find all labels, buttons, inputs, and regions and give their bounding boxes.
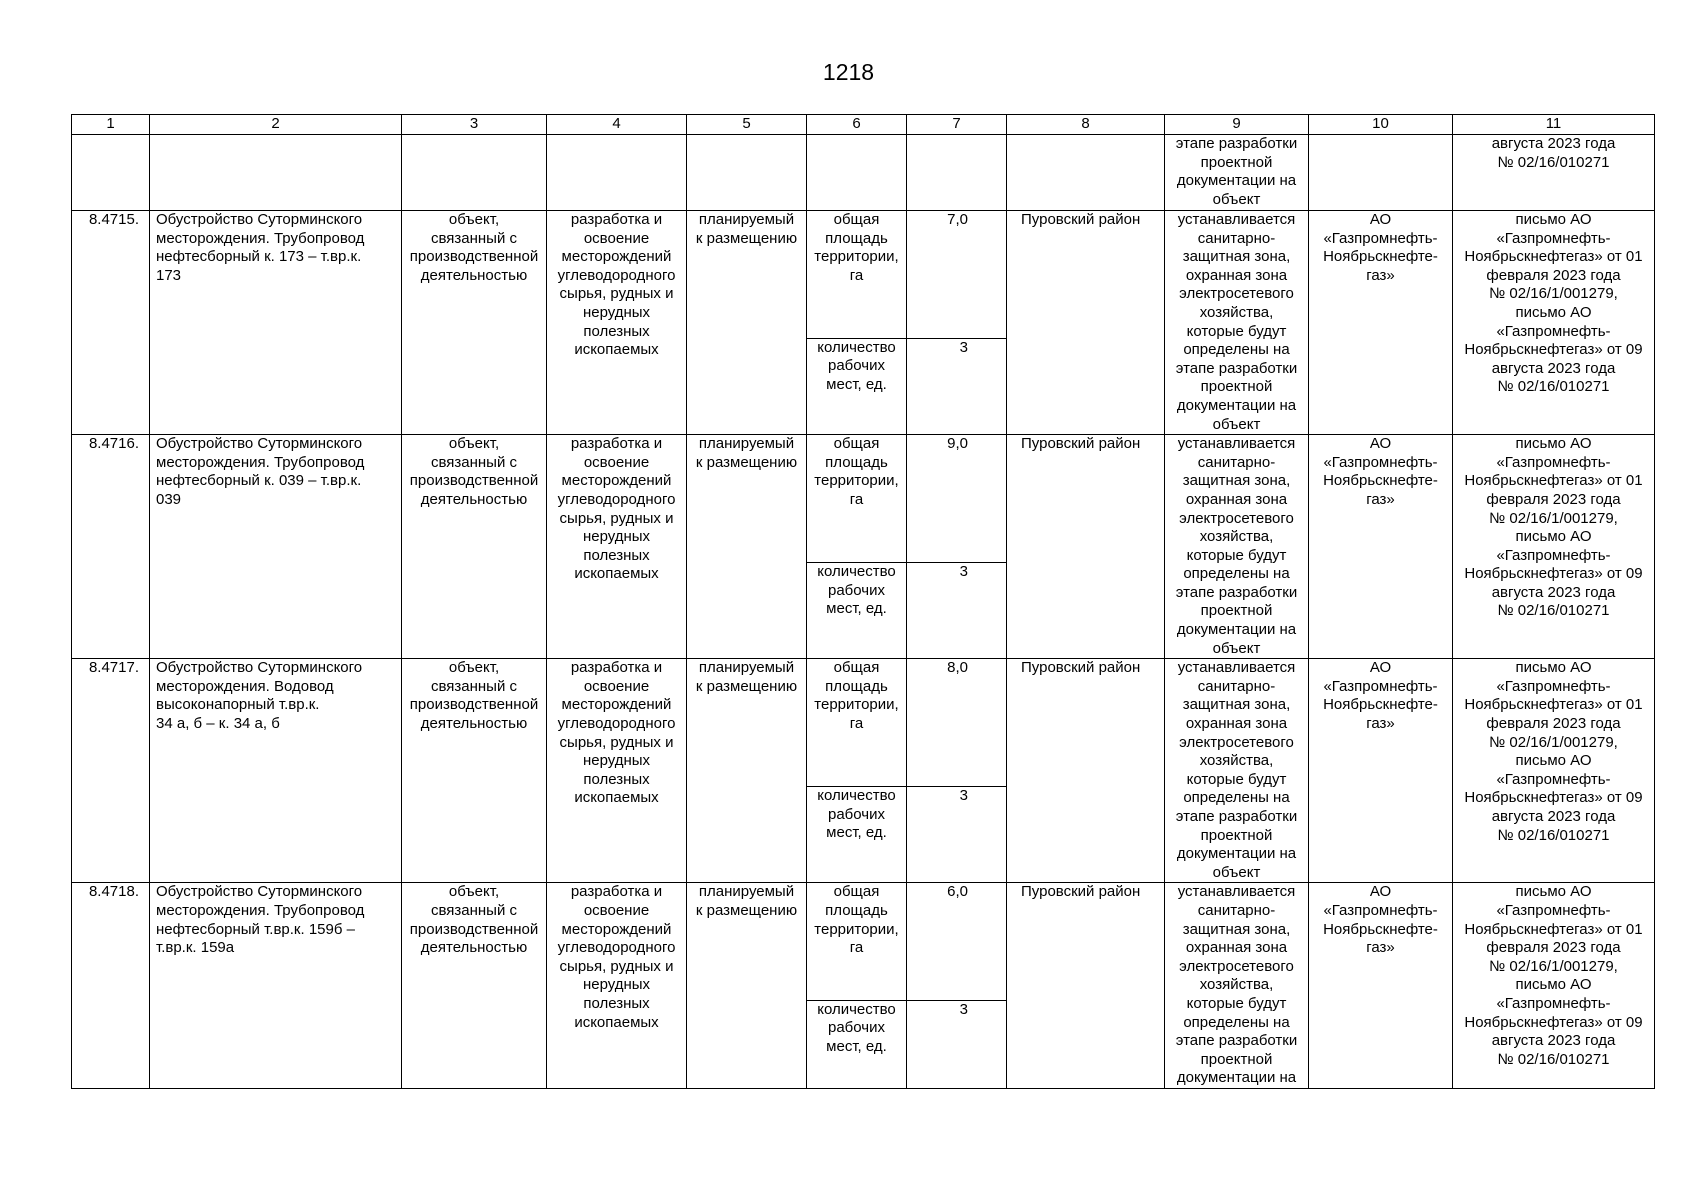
zone-cell: устанавливается санитарно- защитная зона, охранная зона электросетевого хозяйства, которые будут определены на этапе разработки проектной документации на объект xyxy=(1165,211,1309,435)
indicator-value: 8,0 xyxy=(907,659,1007,787)
empty-cell xyxy=(72,135,150,211)
basis-cell: письмо АО «Газпромнефть- Ноябрьскнефтегаз» от 01 февраля 2023 года № 02/16/1/001279, письмо АО «Газпромнефть- Ноябрьскнефтегаз» от 09 августа 2023 года № 02/16/010271 xyxy=(1453,435,1655,659)
region-cell: Пуровский район xyxy=(1007,659,1165,883)
object-activity: разработка и освоение месторождений углеводородного сырья, рудных и нерудных полезных ископаемых xyxy=(547,659,687,883)
object-state: планируемый к размещению xyxy=(687,435,807,659)
region-cell: Пуровский район xyxy=(1007,435,1165,659)
empty-cell xyxy=(547,135,687,211)
zone-cell: этапе разработки проектной документации на объект xyxy=(1165,135,1309,211)
indicator-value: 3 xyxy=(907,787,1007,883)
register-table xyxy=(71,114,1655,1089)
object-name: Обустройство Суторминского месторождения. Трубопровод нефтесборный к. 039 – т.вр.к. 039 xyxy=(150,435,402,659)
table-row xyxy=(72,883,1655,1000)
basis-cell: августа 2023 года № 02/16/010271 xyxy=(1453,135,1655,211)
column-number: 5 xyxy=(687,115,807,135)
basis-cell: письмо АО «Газпромнефть- Ноябрьскнефтегаз» от 01 февраля 2023 года № 02/16/1/001279, письмо АО «Газпромнефть- Ноябрьскнефтегаз» от 09 августа 2023 года № 02/16/010271 xyxy=(1453,659,1655,883)
indicator-label: общая площадь территории, га xyxy=(807,883,907,1000)
row-number: 8.4717. xyxy=(72,659,150,883)
column-number: 1 xyxy=(72,115,150,135)
column-number: 10 xyxy=(1309,115,1453,135)
indicator-label: количество рабочих мест, ед. xyxy=(807,1000,907,1088)
zone-cell: устанавливается санитарно- защитная зона, охранная зона электросетевого хозяйства, которые будут определены на этапе разработки проектной документации на объект xyxy=(1165,659,1309,883)
empty-cell xyxy=(150,135,402,211)
empty-cell xyxy=(807,135,907,211)
object-state: планируемый к размещению xyxy=(687,659,807,883)
column-number: 6 xyxy=(807,115,907,135)
row-number: 8.4718. xyxy=(72,883,150,1089)
zone-cell: устанавливается санитарно- защитная зона, охранная зона электросетевого хозяйства, которые будут определены на этапе разработки проектной документации на xyxy=(1165,883,1309,1089)
column-number: 2 xyxy=(150,115,402,135)
indicator-label: количество рабочих мест, ед. xyxy=(807,787,907,883)
owner-cell: АО «Газпромнефть- Ноябрьскнефте- газ» xyxy=(1309,211,1453,435)
indicator-value: 3 xyxy=(907,1000,1007,1088)
object-name: Обустройство Суторминского месторождения. Трубопровод нефтесборный к. 173 – т.вр.к. 173 xyxy=(150,211,402,435)
column-number: 3 xyxy=(402,115,547,135)
zone-cell: устанавливается санитарно- защитная зона, охранная зона электросетевого хозяйства, которые будут определены на этапе разработки проектной документации на объект xyxy=(1165,435,1309,659)
table-row xyxy=(72,435,1655,563)
object-purpose: объект, связанный с производственной деятельностью xyxy=(402,659,547,883)
basis-cell: письмо АО «Газпромнефть- Ноябрьскнефтегаз» от 01 февраля 2023 года № 02/16/1/001279, письмо АО «Газпромнефть- Ноябрьскнефтегаз» от 09 августа 2023 года № 02/16/010271 xyxy=(1453,883,1655,1089)
region-cell: Пуровский район xyxy=(1007,883,1165,1089)
object-name: Обустройство Суторминского месторождения. Трубопровод нефтесборный т.вр.к. 159б – т.вр.к. 159а xyxy=(150,883,402,1089)
object-purpose: объект, связанный с производственной деятельностью xyxy=(402,435,547,659)
indicator-value: 9,0 xyxy=(907,435,1007,563)
owner-cell: АО «Газпромнефть- Ноябрьскнефте- газ» xyxy=(1309,435,1453,659)
object-name: Обустройство Суторминского месторождения. Водовод высоконапорный т.вр.к. 34 а, б – к. 34 а, б xyxy=(150,659,402,883)
empty-cell xyxy=(687,135,807,211)
column-number: 7 xyxy=(907,115,1007,135)
object-activity: разработка и освоение месторождений углеводородного сырья, рудных и нерудных полезных ископаемых xyxy=(547,883,687,1089)
row-number: 8.4715. xyxy=(72,211,150,435)
object-state: планируемый к размещению xyxy=(687,883,807,1089)
indicator-label: общая площадь территории, га xyxy=(807,435,907,563)
column-number: 4 xyxy=(547,115,687,135)
indicator-value: 6,0 xyxy=(907,883,1007,1000)
table-row xyxy=(72,211,1655,339)
continuation-row xyxy=(72,135,1655,211)
object-state: планируемый к размещению xyxy=(687,211,807,435)
indicator-label: общая площадь территории, га xyxy=(807,659,907,787)
column-number-row xyxy=(72,115,1655,135)
object-purpose: объект, связанный с производственной деятельностью xyxy=(402,883,547,1089)
region-cell: Пуровский район xyxy=(1007,211,1165,435)
object-activity: разработка и освоение месторождений углеводородного сырья, рудных и нерудных полезных ископаемых xyxy=(547,211,687,435)
indicator-label: общая площадь территории, га xyxy=(807,211,907,339)
column-number: 11 xyxy=(1453,115,1655,135)
indicator-label: количество рабочих мест, ед. xyxy=(807,338,907,434)
object-activity: разработка и освоение месторождений углеводородного сырья, рудных и нерудных полезных ископаемых xyxy=(547,435,687,659)
column-number: 8 xyxy=(1007,115,1165,135)
object-purpose: объект, связанный с производственной деятельностью xyxy=(402,211,547,435)
basis-cell: письмо АО «Газпромнефть- Ноябрьскнефтегаз» от 01 февраля 2023 года № 02/16/1/001279, письмо АО «Газпромнефть- Ноябрьскнефтегаз» от 09 августа 2023 года № 02/16/010271 xyxy=(1453,211,1655,435)
empty-cell xyxy=(402,135,547,211)
row-number: 8.4716. xyxy=(72,435,150,659)
indicator-value: 3 xyxy=(907,562,1007,658)
indicator-value: 7,0 xyxy=(907,211,1007,339)
empty-cell xyxy=(1309,135,1453,211)
indicator-value: 3 xyxy=(907,338,1007,434)
indicator-label: количество рабочих мест, ед. xyxy=(807,562,907,658)
page-number: 1218 xyxy=(822,59,875,85)
owner-cell: АО «Газпромнефть- Ноябрьскнефте- газ» xyxy=(1309,659,1453,883)
empty-cell xyxy=(1007,135,1165,211)
owner-cell: АО «Газпромнефть- Ноябрьскнефте- газ» xyxy=(1309,883,1453,1089)
column-number: 9 xyxy=(1165,115,1309,135)
empty-cell xyxy=(907,135,1007,211)
table-row xyxy=(72,659,1655,787)
